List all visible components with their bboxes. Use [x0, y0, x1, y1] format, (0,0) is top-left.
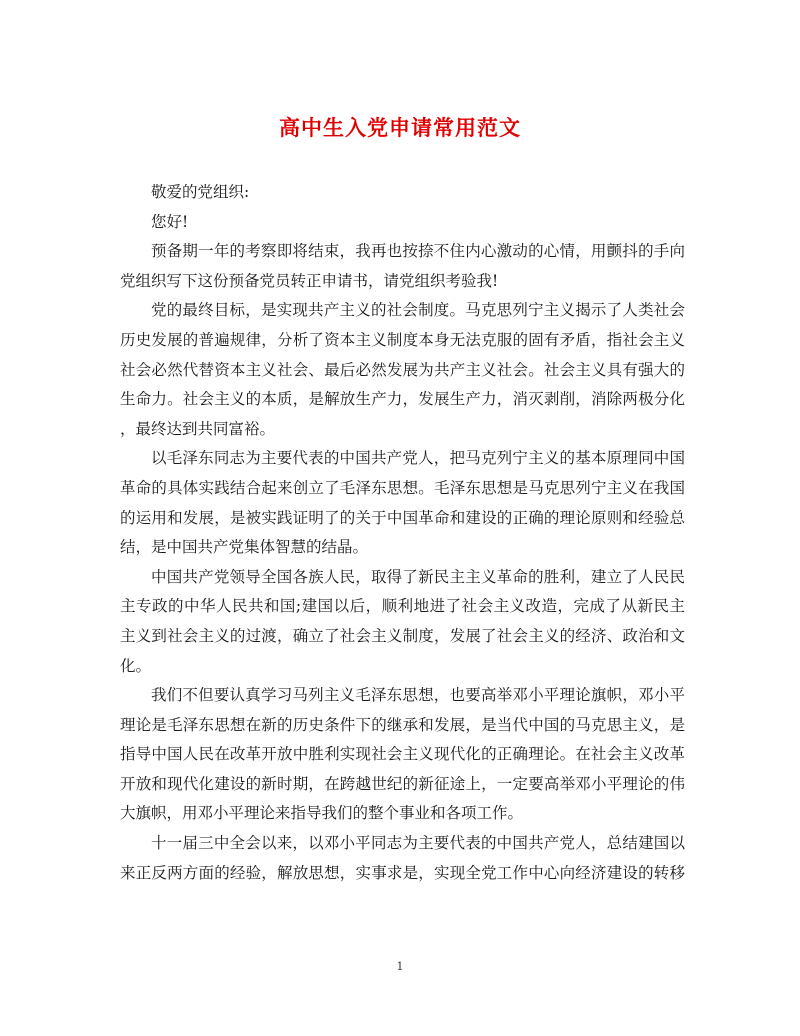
paragraph-6-line-1: 十一届三中全会以来，以邓小平同志为主要代表的中国共产党人，总结建国以 [151, 834, 685, 853]
greeting-line: 您好! [151, 212, 189, 231]
paragraph-6-line-2: 来正反两方面的经验，解放思想，实事求是，实现全党工作中心向经济建设的转移 [120, 863, 685, 882]
paragraph-3-line-4: 结，是中国共产党集体智慧的结晶。 [120, 538, 369, 557]
paragraph-2-line-1: 党的最终目标，是实现共产主义的社会制度。马克思列宁主义揭示了人类社会 [151, 301, 685, 320]
document-body [120, 178, 685, 888]
paragraph-5-line-3: 指导中国人民在改革开放中胜利实现社会主义现代化的正确理论。在社会主义改革 [120, 745, 685, 764]
paragraph-3-line-1: 以毛泽东同志为主要代表的中国共产党人，把马克列宁主义的基本原理同中国 [151, 449, 685, 468]
paragraph-1-line-1: 预备期一年的考察即将结束，我再也按捺不住内心激动的心情，用颤抖的手向 [151, 242, 685, 261]
salutation-line: 敬爱的党组织: [151, 183, 250, 201]
paragraph-2-line-4: 生命力。社会主义的本质，是解放生产力，发展生产力，消灭剥削，消除两极分化 [120, 390, 685, 409]
paragraph-4-line-4: 化。 [120, 656, 152, 675]
paragraph-5-line-1: 我们不但要认真学习马列主义毛泽东思想，也要高举邓小平理论旗帜，邓小平 [151, 686, 685, 705]
paragraph-2-line-5: ，最终达到共同富裕。 [120, 419, 276, 438]
paragraph-2-line-2: 历史发展的普遍规律，分析了资本主义制度本身无法克服的固有矛盾，指社会主义 [120, 330, 685, 349]
paragraph-1-line-2: 党组织写下这份预备党员转正申请书，请党组织考验我! [120, 271, 499, 290]
paragraph-3-line-2: 革命的具体实践结合起来创立了毛泽东思想。毛泽东思想是马克思列宁主义在我国 [120, 478, 685, 497]
paragraph-5-line-2: 理论是毛泽东思想在新的历史条件下的继承和发展，是当代中国的马克思主义，是 [120, 715, 685, 734]
paragraph-4-line-3: 主义到社会主义的过渡，确立了社会主义制度，发展了社会主义的经济、政治和文 [120, 626, 685, 645]
paragraph-4-line-2: 主专政的中华人民共和国;建国以后，顺利地进了社会主义改造，完成了从新民主 [120, 597, 685, 616]
page-number: 1 [396, 960, 404, 973]
paragraph-5-line-5: 大旗帜，用邓小平理论来指导我们的整个事业和各项工作。 [120, 804, 524, 823]
paragraph-4-line-1: 中国共产党领导全国各族人民，取得了新民主主义革命的胜利，建立了人民民 [151, 567, 685, 586]
paragraph-5-line-4: 开放和现代化建设的新时期，在跨越世纪的新征途上，一定要高举邓小平理论的伟 [120, 774, 685, 793]
document-title: 高中生入党申请常用范文 [279, 115, 521, 140]
paragraph-3-line-3: 的运用和发展，是被实践证明了的关于中国革命和建设的正确的理论原则和经验总 [120, 508, 685, 527]
paragraph-2-line-3: 社会必然代替资本主义社会、最后必然发展为共产主义社会。社会主义具有强大的 [120, 360, 685, 379]
